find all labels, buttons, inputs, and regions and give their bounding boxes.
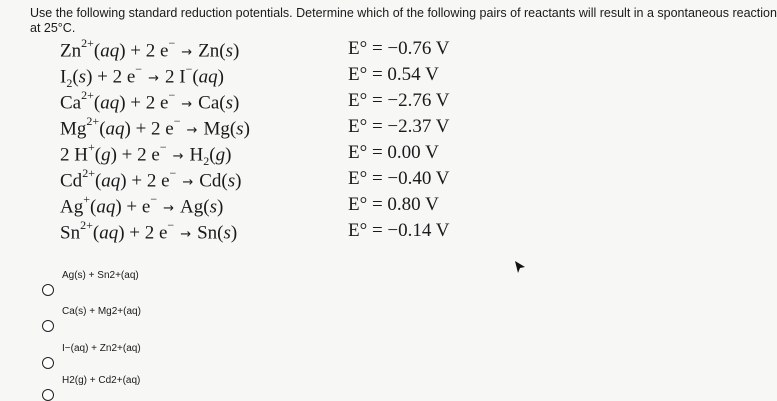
option-label: Ca(s) + Mg2+(aq) [62, 306, 141, 317]
standard-potential: E° = −0.40 V [348, 168, 450, 189]
reaction-row [60, 192, 439, 220]
arrow-icon: → [182, 175, 194, 191]
reaction-equation: $Cd^{2+}(aq) + 2$ e−→ Cd(s) [60, 166, 242, 192]
reaction-row [60, 140, 439, 169]
reaction-row [60, 88, 450, 116]
radio-button[interactable] [42, 284, 54, 296]
standard-potential: E° = −0.76 V [348, 38, 450, 59]
arrow-icon: → [180, 227, 192, 243]
reaction-row [60, 62, 439, 91]
standard-potential: E° = 0.80 V [348, 194, 439, 215]
reduction-table [60, 36, 450, 246]
question-text [30, 6, 777, 36]
arrow-icon: → [163, 201, 175, 217]
reaction-equation: Ag+(aq) + e−→ Ag(s) [60, 192, 224, 218]
standard-potential: E° = −0.14 V [348, 220, 450, 241]
reaction-row [60, 36, 450, 64]
reaction-equation: $Mg^{2+}(aq) + 2$ e−→ Mg(s) [60, 114, 250, 140]
option-label: H2(g) + Cd2+(aq) [62, 375, 141, 386]
arrow-icon: → [148, 71, 159, 87]
standard-potential: E° = −2.76 V [348, 90, 450, 111]
question-line-1: Use the following standard reduction potentials. Determine which of the following pairs of reactants will result in a spontaneous reaction [30, 6, 777, 20]
arrow-icon: → [186, 123, 198, 139]
mouse-pointer-icon [515, 261, 525, 273]
reaction-row [60, 114, 450, 142]
reaction-row [60, 218, 450, 246]
reaction-equation: $Sn^{2+}(aq) + 2$ e−→ Sn(s) [60, 218, 238, 244]
reaction-equation: $Ca^{2+}(aq) + 2$ e−→ Ca(s) [60, 88, 240, 114]
reaction-equation: $I_2(s) + 2$ e−→ 2 I−(aq) [60, 62, 224, 91]
option-label: I−(aq) + Zn2+(aq) [62, 343, 141, 354]
option-label: Ag(s) + Sn2+(aq) [62, 270, 139, 281]
arrow-icon: → [181, 45, 193, 61]
reaction-equation: $Zn^{2+}(aq) + 2$ e−→ Zn(s) [60, 36, 240, 62]
arrow-icon: → [181, 97, 193, 113]
standard-potential: E° = 0.54 V [348, 64, 439, 85]
reaction-equation: 2 H+(g) + 2 $e^-\to H_2(g)$ [60, 140, 232, 169]
question-line-2: at 25°C. [30, 21, 76, 35]
radio-button[interactable] [42, 389, 54, 401]
arrow-icon: → [172, 149, 184, 165]
standard-potential: E° = 0.00 V [348, 142, 439, 163]
standard-potential: E° = −2.37 V [348, 116, 450, 137]
radio-button[interactable] [42, 357, 54, 369]
radio-button[interactable] [42, 320, 54, 332]
reaction-row [60, 166, 450, 194]
